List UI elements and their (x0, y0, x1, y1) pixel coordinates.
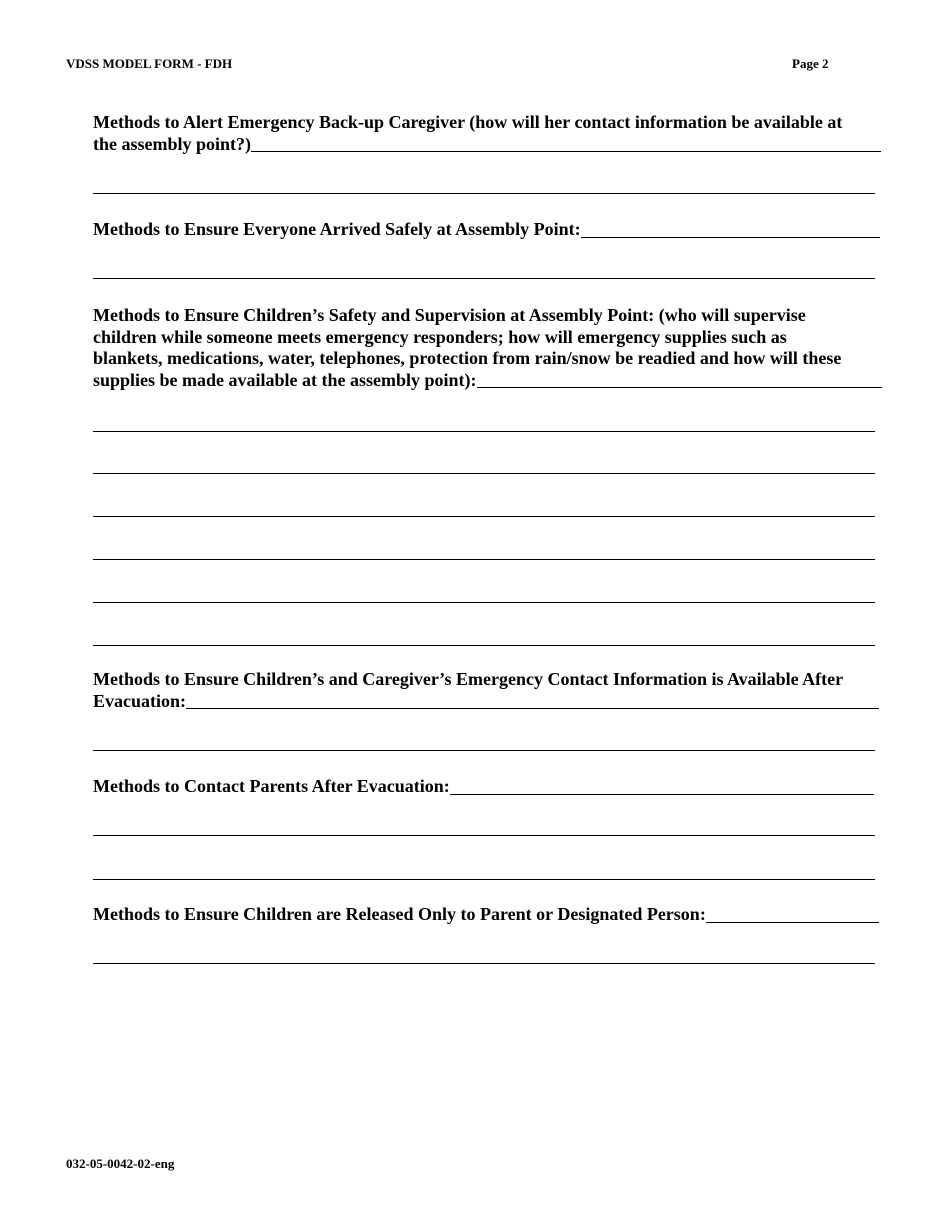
answer-line[interactable] (93, 431, 875, 432)
form-number: 032-05-0042-02-eng (66, 1156, 175, 1171)
answer-line[interactable] (93, 559, 875, 560)
question-backup-caregiver (93, 112, 881, 155)
answer-line[interactable] (93, 963, 875, 964)
question-release-children: Methods to Ensure Children are Released Only to Parent or Designated Person: (93, 904, 879, 926)
question-text: children while someone meets emergency responders; how will emergency supplies such as (93, 326, 787, 347)
question-text: Methods to Ensure Children’s Safety and Supervision at Assembly Point: (who will supervise (93, 305, 806, 325)
question-text: Methods to Ensure Children’s and Caregiver’s Emergency Contact Information is Available After (93, 669, 844, 689)
question-emergency-contact-info (93, 669, 879, 712)
answer-line[interactable] (93, 516, 875, 517)
answer-line[interactable] (93, 602, 875, 603)
answer-blank[interactable] (186, 708, 879, 709)
answer-blank[interactable] (581, 237, 880, 238)
question-arrived-safely: Methods to Ensure Everyone Arrived Safely at Assembly Point: (93, 219, 880, 241)
answer-line[interactable] (93, 835, 875, 836)
question-text-continued: supplies be made available at the assembly point): (93, 370, 882, 392)
answer-line[interactable] (93, 278, 875, 279)
question-text: blankets, medications, water, telephones, protection from rain/snow be readied and how will these (93, 348, 842, 368)
question-text: Methods to Alert Emergency Back-up Caregiver (how will her contact information be available at (93, 112, 843, 132)
answer-blank[interactable] (477, 387, 882, 388)
answer-line[interactable] (93, 193, 875, 194)
answer-blank[interactable] (706, 922, 879, 923)
answer-line[interactable] (93, 879, 875, 880)
answer-blank[interactable] (450, 794, 874, 795)
question-contact-parents: Methods to Contact Parents After Evacuation: (93, 776, 874, 798)
form-title: VDSS MODEL FORM - FDH (66, 56, 233, 71)
answer-blank[interactable] (251, 151, 881, 152)
page-number: Page 2 (792, 56, 829, 71)
question-children-safety (93, 305, 882, 391)
answer-line[interactable] (93, 473, 875, 474)
answer-line[interactable] (93, 645, 875, 646)
answer-line[interactable] (93, 750, 875, 751)
question-text-continued: Evacuation: (93, 691, 879, 713)
question-text-continued: the assembly point?) (93, 134, 881, 156)
